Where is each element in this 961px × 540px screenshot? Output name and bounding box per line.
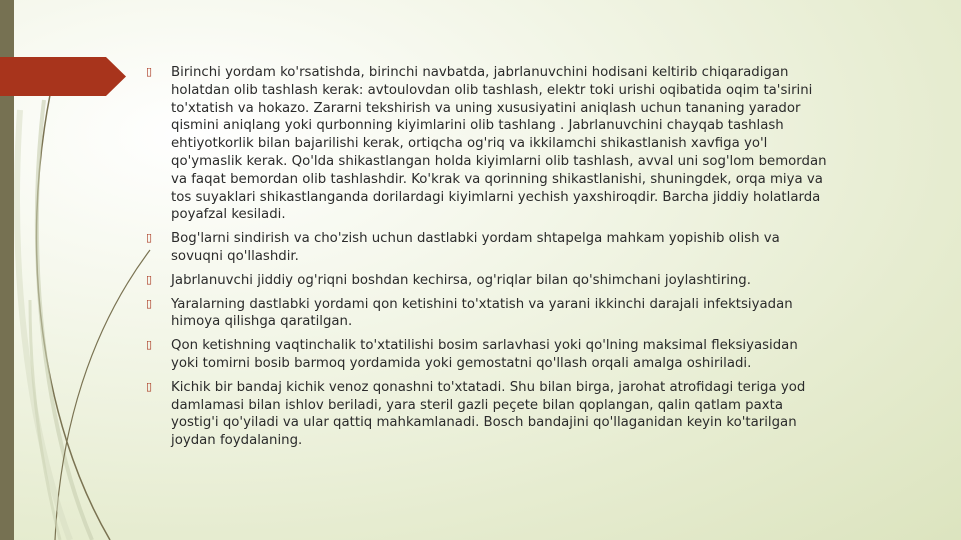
bullet-text-line: Jabrlanuvchi jiddiy og'riqni boshdan kechirsa, og'riqlar bilan qo'shimchani joylashtiring. bbox=[171, 272, 751, 288]
bullet-icon: ▯ bbox=[146, 338, 153, 352]
bullet-text-line: joydan foydalaning. bbox=[171, 433, 303, 449]
bullet-text-line: va faqat bemordan olib tashlashdir. Ko'krak va qorinning shikastlanishi, shuningdek, orqa miya va bbox=[171, 171, 823, 187]
bullet-text-line: holatdan olib tashlash kerak: avtoulovdan olib tashlash, elektr toki urishi oqibatida oqim ta'sirini bbox=[171, 82, 813, 98]
bullet-text-line: damlamasi bilan ishlov beriladi, yara steril gazli peçete bilan qoplangan, qalin qatlam paxta bbox=[171, 397, 783, 413]
bullet-text-line: ehtiyotkorlik bilan bajarilishi kerak, ortiqcha og'riq va ikkilamchi shikastlanish xavfiga yo'l bbox=[171, 136, 768, 152]
bullet-text-line: qo'ymaslik kerak. Qo'lda shikastlangan holda kiyimlarni olib tashlash, avval uni sog'lom bemordan bbox=[171, 153, 827, 169]
bullet-text-line: Kichik bir bandaj kichik venoz qonashni to'xtatadi. Shu bilan birga, jarohat atrofidagi teriga yod bbox=[171, 379, 806, 395]
bullet-icon: ▯ bbox=[146, 65, 153, 78]
bullet-text-line: Bog'larni sindirish va cho'zish uchun dastlabki yordam shtapelga mahkam yopishib olish va bbox=[171, 231, 780, 247]
bullet-icon: ▯ bbox=[146, 296, 153, 310]
bullet-text-line: to'xtatish va hokazo. Zararni tekshirish va uning xususiyatini aniqlash uchun tananing yarador bbox=[171, 100, 801, 116]
bullet-text-line: tos suyaklari shikastlanganda dorilardagi kiyimlarni yechish yaxshiroqdir. Barcha jiddiy holatlarda bbox=[171, 189, 821, 205]
bullet-text-line: sovuqni qo'llashdir. bbox=[171, 248, 299, 264]
bullet-item bbox=[146, 230, 926, 266]
bullet-item bbox=[146, 272, 926, 290]
title-arrow-shape bbox=[0, 57, 126, 96]
bullet-text-line: Birinchi yordam ko'rsatishda, birinchi navbatda, jabrlanuvchini hodisani keltirib chiqaradigan bbox=[171, 65, 789, 80]
bullet-icon: ▯ bbox=[146, 379, 153, 393]
bullet-icon: ▯ bbox=[146, 272, 153, 286]
bullet-list bbox=[146, 64, 926, 456]
bullet-item bbox=[146, 64, 926, 224]
bullet-text-line: himoya qilishga qaratilgan. bbox=[171, 314, 353, 330]
bullet-item bbox=[146, 337, 926, 373]
bullet-text-line: Yaralarning dastlabki yordami qon ketishini to'xtatish va yarani ikkinchi darajali infektsiyadan bbox=[171, 296, 793, 312]
bullet-icon: ▯ bbox=[146, 231, 153, 245]
bullet-text-line: Qon ketishning vaqtinchalik to'xtatilishi bosim sarlavhasi yoki qo'lning maksimal fleksiyasidan bbox=[171, 338, 798, 354]
bullet-item bbox=[146, 296, 926, 332]
bullet-item bbox=[146, 379, 926, 450]
bullet-text-line: qismini aniqlang yoki qurbonning kiyimlarini olib tashlang . Jabrlanuvchini chayqab tashlash bbox=[171, 118, 784, 134]
bullet-text-line: yostig'i qo'yiladi va ular qattiq mahkamlanadi. Bosch bandajini qo'llaganidan keyin ko'tarilgan bbox=[171, 415, 797, 431]
bullet-text-line: poyafzal kesiladi. bbox=[171, 207, 286, 223]
bullet-text-line: yoki tomirni bosib barmoq yordamida yoki gemostatni qo'llash orqali amalga oshiriladi. bbox=[171, 355, 752, 371]
